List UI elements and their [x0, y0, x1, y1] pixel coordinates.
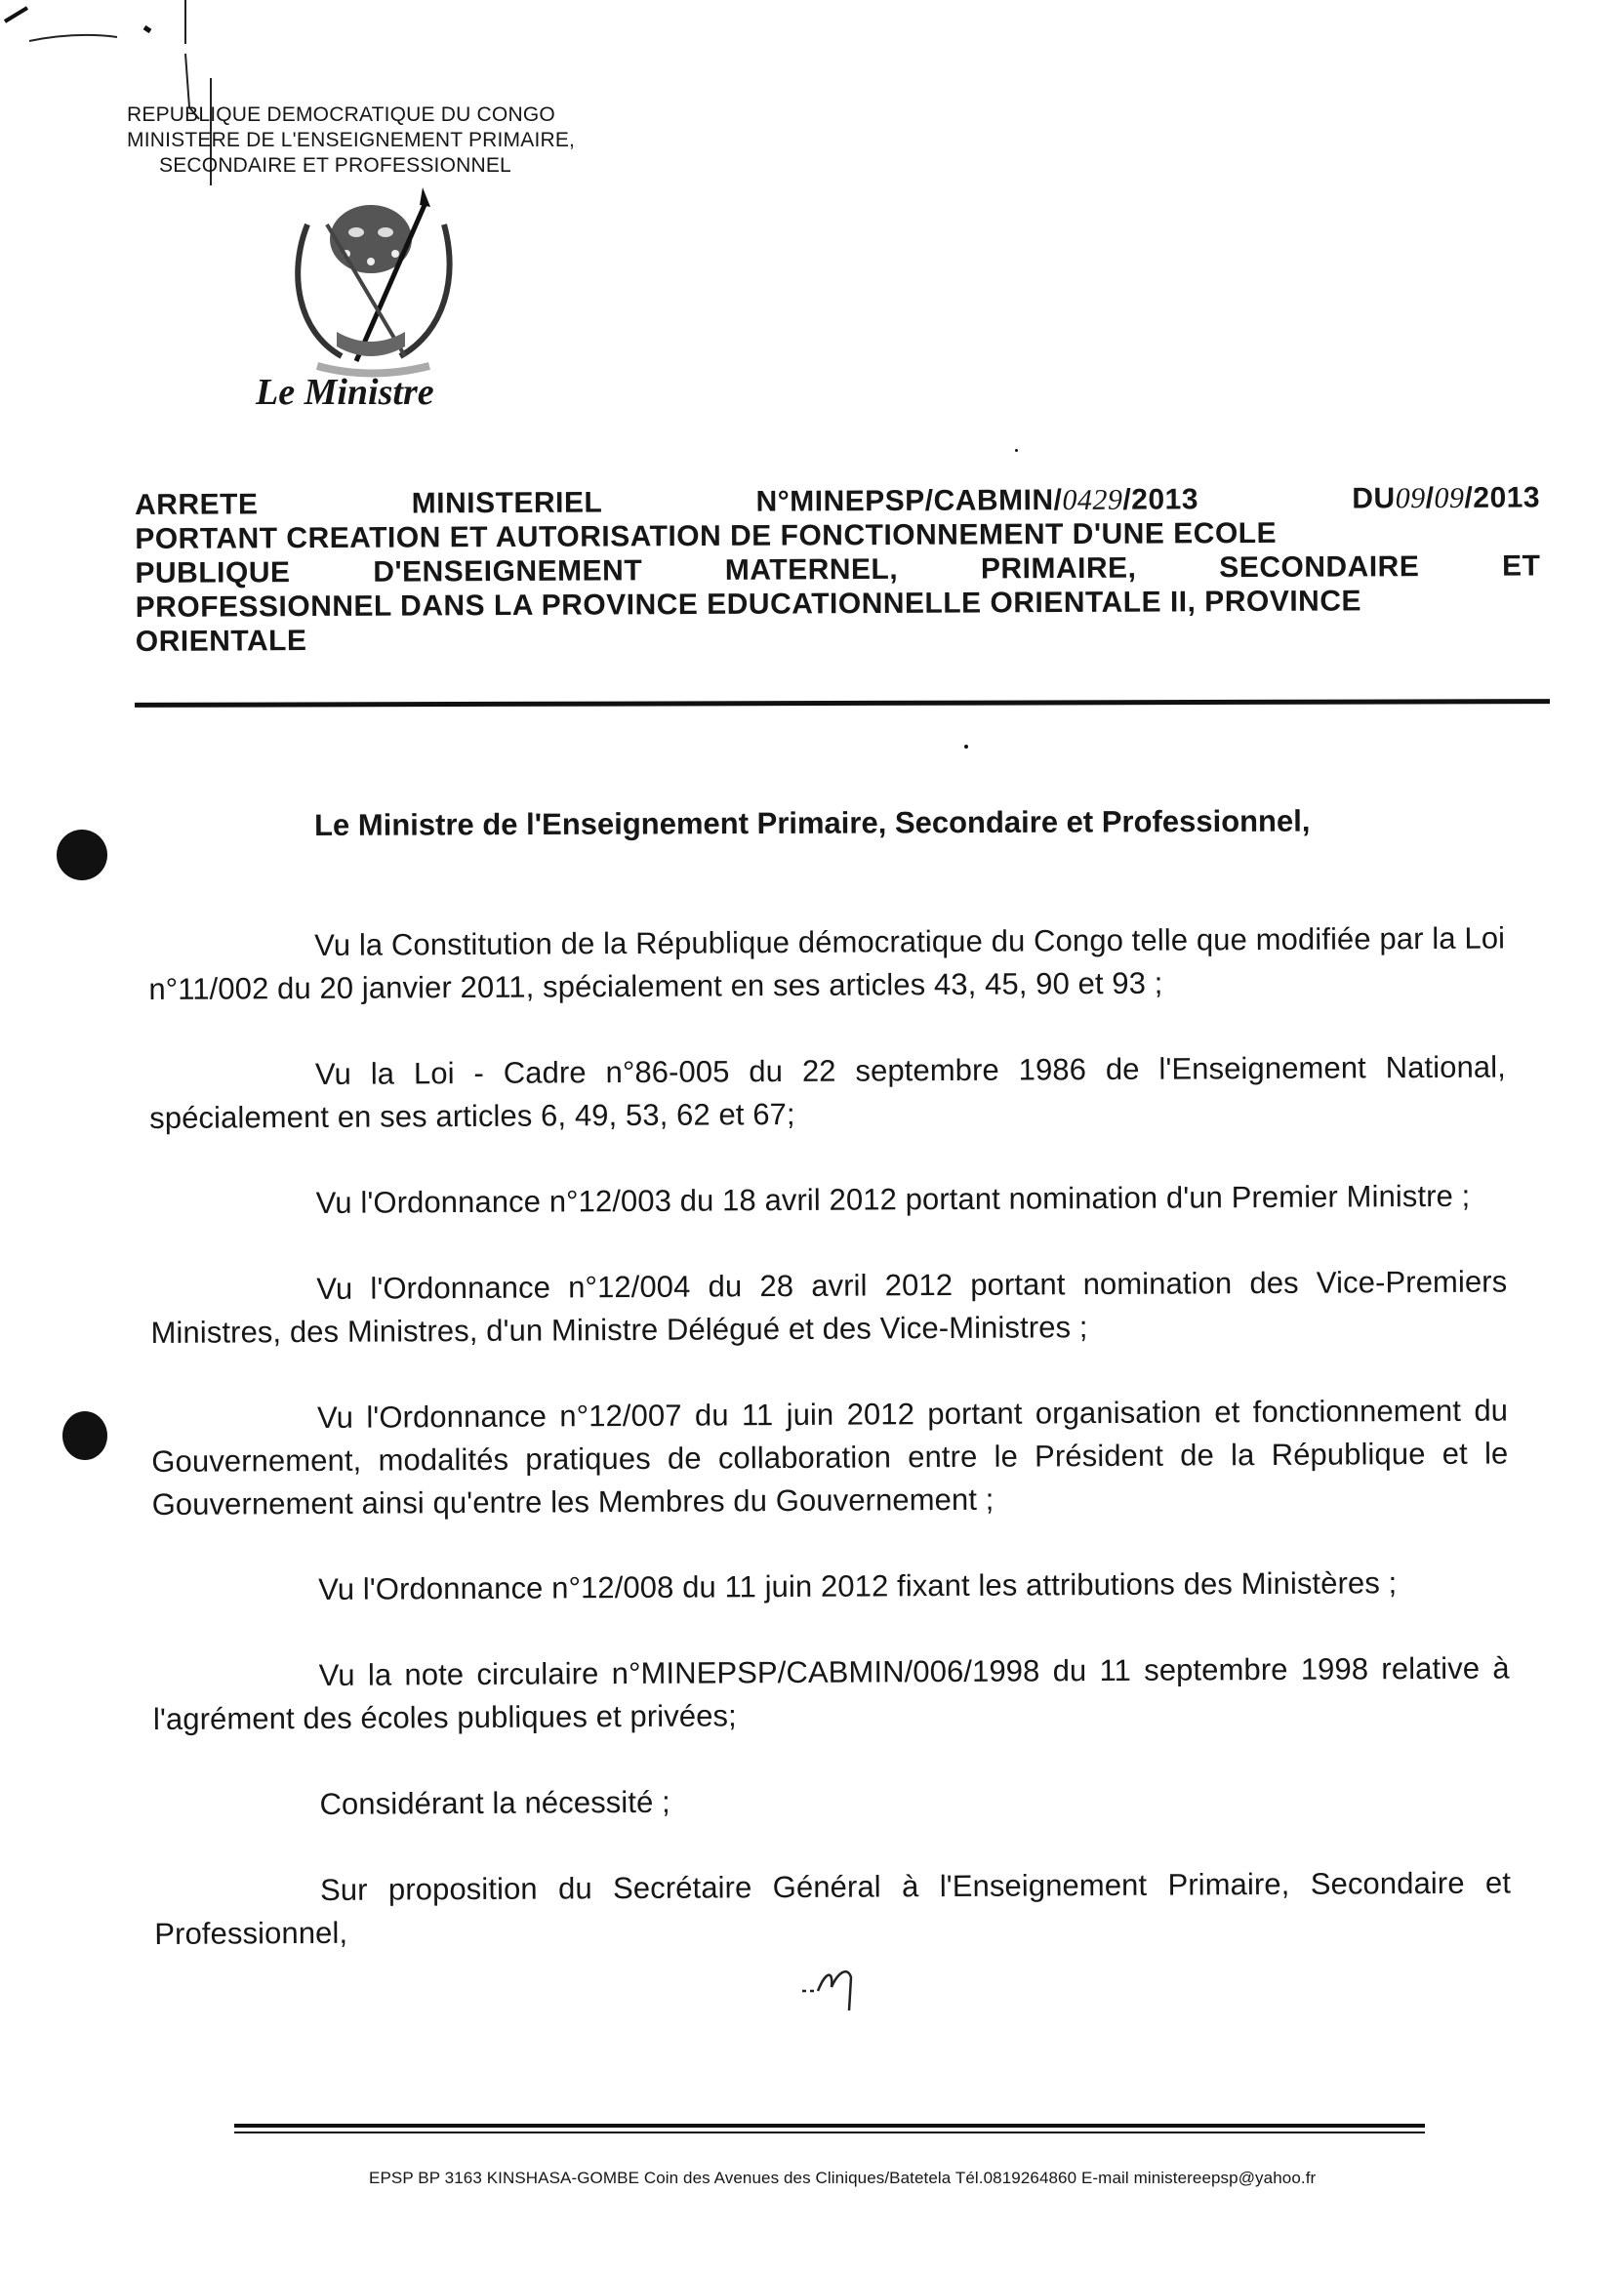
preamble-paragraph: Vu la Loi - Cadre n°86-005 du 22 septembre 1986 de l'Enseignement National, spécialement en ses articles 6, 49, 53, 62 et 67;: [149, 1049, 1507, 1135]
title-word: MATERNEL,: [724, 552, 899, 587]
preamble-paragraph: Vu l'Ordonnance n°12/003 du 18 avril 2012 portant nomination d'un Premier Ministre ;: [315, 1178, 1471, 1220]
preamble-paragraph: Vu l'Ordonnance n°12/008 du 11 juin 2012 fixant les attributions des Ministères ;: [318, 1565, 1398, 1606]
handwritten-day: 09: [1395, 482, 1426, 515]
ink-speck: [1015, 449, 1018, 452]
ministry-heading-cont: SECONDAIRE ET PROFESSIONNEL: [159, 154, 511, 177]
ink-speck: [964, 745, 968, 749]
footer-divider: [234, 2124, 1425, 2128]
title-text: ORIENTALE: [135, 625, 307, 658]
handwritten-number: 0429: [1062, 483, 1123, 517]
preamble-paragraph: Vu la Constitution de la République démocratique du Congo telle que modifiée par la Loi n°11/002 du 20 janvier 2011, spécialement en ses articles 43, 45, 90 et 93 ;: [148, 920, 1506, 1006]
title-text: PORTANT CREATION ET AUTORISATION DE FONCTIONNEMENT D'UNE ECOLE: [135, 516, 1278, 555]
handwritten-month: 09: [1434, 481, 1465, 515]
coat-of-arms-emblem: [249, 185, 493, 390]
title-text: PROFESSIONNEL DANS LA PROVINCE EDUCATIONNELLE ORIENTALE II, PROVINCE: [135, 585, 1362, 624]
title-divider: [135, 699, 1550, 708]
title-word: ET: [1501, 549, 1541, 583]
punch-hole: [57, 830, 107, 880]
title-word: PUBLIQUE: [135, 556, 291, 589]
title-word: D'ENSEIGNEMENT: [373, 554, 643, 589]
footer-divider-thin: [234, 2132, 1425, 2133]
decree-date: DU09/09/2013: [1352, 481, 1541, 515]
preamble-paragraph: Vu la note circulaire n°MINEPSP/CABMIN/006/1998 du 11 septembre 1998 relative à l'agrément des écoles publiques et privées;: [152, 1650, 1510, 1736]
preamble-paragraph: Sur proposition du Secrétaire Général à l'Enseignement Primaire, Secondaire et Professionnel,: [154, 1865, 1512, 1951]
punch-hole: [62, 1411, 107, 1460]
title-word: SECONDAIRE: [1219, 550, 1420, 585]
preamble-paragraph: Vu l'Ordonnance n°12/004 du 28 avril 2012 portant nomination des Vice-Premiers Ministres, des Ministres, d'un Ministre Délégué et des Vice-Ministres ;: [150, 1264, 1508, 1350]
ministry-heading: MINISTERE DE L'ENSEIGNEMENT PRIMAIRE,: [127, 129, 576, 151]
decree-title: [135, 480, 1541, 659]
footer-address: EPSP BP 3163 KINSHASA-GOMBE Coin des Avenues des Cliniques/Batetela Tél.0819264860 E-mail ministereepsp@yahoo.fr: [369, 2169, 1317, 2187]
preamble-paragraph: Vu l'Ordonnance n°12/007 du 11 juin 2012 portant organisation et fonctionnement du Gouvernement, modalités pratiques de collaboration entre le Président de la République et le Gouvernement ainsi qu'entre les Membres du Gouvernement ;: [151, 1393, 1509, 1522]
republic-heading: REPUBLIQUE DEMOCRATIQUE DU CONGO: [127, 103, 555, 126]
title-word: PRIMAIRE,: [980, 551, 1137, 586]
minister-intro: Le Ministre de l'Enseignement Primaire, Secondaire et Professionnel,: [314, 803, 1311, 842]
minister-signature: Le Ministre: [256, 372, 434, 413]
handwritten-initials: [798, 1952, 876, 2030]
preamble-paragraph: Considérant la nécessité ;: [319, 1784, 670, 1821]
preamble: [148, 917, 1511, 1956]
title-word: MINISTERIEL: [411, 486, 603, 520]
title-word: ARRETE: [135, 488, 259, 521]
decree-number: N°MINEPSP/CABMIN/0429/2013: [755, 483, 1199, 518]
